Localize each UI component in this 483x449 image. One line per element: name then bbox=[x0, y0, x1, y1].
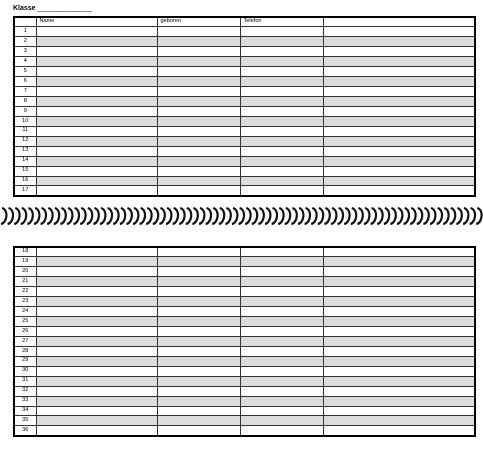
row-number: 33 bbox=[14, 396, 36, 406]
name-cell[interactable] bbox=[36, 57, 157, 67]
extra-cell[interactable] bbox=[323, 97, 475, 107]
name-cell[interactable] bbox=[36, 297, 157, 307]
geboren-cell[interactable] bbox=[157, 257, 240, 267]
table-row bbox=[14, 97, 475, 107]
extra-cell[interactable] bbox=[323, 376, 475, 386]
name-cell[interactable] bbox=[36, 97, 157, 107]
table-row bbox=[14, 57, 475, 67]
table-row bbox=[14, 176, 475, 186]
geboren-cell[interactable] bbox=[157, 126, 240, 136]
klasse-field bbox=[13, 5, 92, 13]
name-cell[interactable] bbox=[36, 426, 157, 436]
telefon-cell[interactable] bbox=[240, 356, 323, 366]
geboren-cell[interactable] bbox=[157, 136, 240, 146]
table-row bbox=[14, 287, 475, 297]
table-row bbox=[14, 376, 475, 386]
telefon-cell[interactable] bbox=[240, 57, 323, 67]
row-number: 29 bbox=[14, 356, 36, 366]
name-cell[interactable] bbox=[36, 156, 157, 166]
name-cell[interactable] bbox=[36, 356, 157, 366]
name-cell[interactable] bbox=[36, 116, 157, 126]
row-number: 7 bbox=[14, 87, 36, 97]
extra-cell[interactable] bbox=[323, 47, 475, 57]
table-row bbox=[14, 156, 475, 166]
geboren-cell[interactable] bbox=[157, 426, 240, 436]
geboren-cell[interactable] bbox=[157, 297, 240, 307]
telefon-cell[interactable] bbox=[240, 176, 323, 186]
table-row bbox=[14, 136, 475, 146]
extra-cell[interactable] bbox=[323, 346, 475, 356]
row-number: 12 bbox=[14, 136, 36, 146]
name-cell[interactable] bbox=[36, 376, 157, 386]
telefon-cell[interactable] bbox=[240, 136, 323, 146]
telefon-cell[interactable] bbox=[240, 126, 323, 136]
table-row bbox=[14, 366, 475, 376]
geboren-cell[interactable] bbox=[157, 146, 240, 156]
extra-cell[interactable] bbox=[323, 317, 475, 327]
row-number: 30 bbox=[14, 366, 36, 376]
row-number: 31 bbox=[14, 376, 36, 386]
column-header-geboren: geboren bbox=[157, 17, 240, 27]
name-cell[interactable] bbox=[36, 336, 157, 346]
table-row bbox=[14, 146, 475, 156]
table-row bbox=[14, 126, 475, 136]
telefon-cell[interactable] bbox=[240, 247, 323, 257]
telefon-cell[interactable] bbox=[240, 426, 323, 436]
table-row bbox=[14, 336, 475, 346]
extra-cell[interactable] bbox=[323, 426, 475, 436]
extra-cell[interactable] bbox=[323, 356, 475, 366]
geboren-cell[interactable] bbox=[157, 267, 240, 277]
extra-cell[interactable] bbox=[323, 336, 475, 346]
extra-cell[interactable] bbox=[323, 57, 475, 67]
telefon-cell[interactable] bbox=[240, 97, 323, 107]
row-number: 11 bbox=[14, 126, 36, 136]
table-row bbox=[14, 277, 475, 287]
telefon-cell[interactable] bbox=[240, 27, 323, 37]
telefon-cell[interactable] bbox=[240, 186, 323, 196]
row-number: 22 bbox=[14, 287, 36, 297]
geboren-cell[interactable] bbox=[157, 277, 240, 287]
name-cell[interactable] bbox=[36, 327, 157, 337]
geboren-cell[interactable] bbox=[157, 346, 240, 356]
extra-cell[interactable] bbox=[323, 37, 475, 47]
column-header-telefon: Telefon bbox=[240, 17, 323, 27]
geboren-cell[interactable] bbox=[157, 37, 240, 47]
klasse-label: Klasse bbox=[13, 5, 36, 12]
geboren-cell[interactable] bbox=[157, 287, 240, 297]
telefon-cell[interactable] bbox=[240, 37, 323, 47]
telefon-cell[interactable] bbox=[240, 376, 323, 386]
extra-cell[interactable] bbox=[323, 307, 475, 317]
table-row bbox=[14, 67, 475, 77]
telefon-cell[interactable] bbox=[240, 287, 323, 297]
telefon-cell[interactable] bbox=[240, 146, 323, 156]
telefon-cell[interactable] bbox=[240, 166, 323, 176]
geboren-cell[interactable] bbox=[157, 27, 240, 37]
name-cell[interactable] bbox=[36, 186, 157, 196]
telefon-cell[interactable] bbox=[240, 346, 323, 356]
geboren-cell[interactable] bbox=[157, 116, 240, 126]
row-number: 21 bbox=[14, 277, 36, 287]
geboren-cell[interactable] bbox=[157, 247, 240, 257]
name-cell[interactable] bbox=[36, 346, 157, 356]
extra-cell[interactable] bbox=[323, 146, 475, 156]
geboren-cell[interactable] bbox=[157, 106, 240, 116]
name-cell[interactable] bbox=[36, 47, 157, 57]
row-number: 34 bbox=[14, 406, 36, 416]
name-cell[interactable] bbox=[36, 386, 157, 396]
telefon-cell[interactable] bbox=[240, 277, 323, 287]
klasse-blank: ______________ bbox=[37, 5, 93, 12]
table-row bbox=[14, 116, 475, 126]
extra-cell[interactable] bbox=[323, 287, 475, 297]
column-header-number bbox=[14, 17, 36, 27]
row-number: 36 bbox=[14, 426, 36, 436]
telefon-cell[interactable] bbox=[240, 77, 323, 87]
row-number: 20 bbox=[14, 267, 36, 277]
extra-cell[interactable] bbox=[323, 136, 475, 146]
header-row bbox=[14, 17, 475, 27]
table-row bbox=[14, 37, 475, 47]
geboren-cell[interactable] bbox=[157, 376, 240, 386]
extra-cell[interactable] bbox=[323, 176, 475, 186]
table-row bbox=[14, 166, 475, 176]
name-cell[interactable] bbox=[36, 317, 157, 327]
row-number: 3 bbox=[14, 47, 36, 57]
telefon-cell[interactable] bbox=[240, 327, 323, 337]
extra-cell[interactable] bbox=[323, 327, 475, 337]
name-cell[interactable] bbox=[36, 27, 157, 37]
row-number: 23 bbox=[14, 297, 36, 307]
geboren-cell[interactable] bbox=[157, 176, 240, 186]
table-row bbox=[14, 406, 475, 416]
telefon-cell[interactable] bbox=[240, 406, 323, 416]
extra-cell[interactable] bbox=[323, 87, 475, 97]
extra-cell[interactable] bbox=[323, 106, 475, 116]
table-row bbox=[14, 106, 475, 116]
telefon-cell[interactable] bbox=[240, 317, 323, 327]
row-number: 27 bbox=[14, 336, 36, 346]
geboren-cell[interactable] bbox=[157, 317, 240, 327]
extra-cell[interactable] bbox=[323, 116, 475, 126]
row-number: 16 bbox=[14, 176, 36, 186]
row-number: 1 bbox=[14, 27, 36, 37]
table-row bbox=[14, 386, 475, 396]
extra-cell[interactable] bbox=[323, 247, 475, 257]
row-number: 17 bbox=[14, 186, 36, 196]
row-number: 5 bbox=[14, 67, 36, 77]
row-number: 9 bbox=[14, 106, 36, 116]
name-cell[interactable] bbox=[36, 247, 157, 257]
table-row bbox=[14, 186, 475, 196]
table-row bbox=[14, 317, 475, 327]
table-row bbox=[14, 346, 475, 356]
geboren-cell[interactable] bbox=[157, 77, 240, 87]
name-cell[interactable] bbox=[36, 126, 157, 136]
table-row bbox=[14, 396, 475, 406]
row-number: 6 bbox=[14, 77, 36, 87]
row-number: 8 bbox=[14, 97, 36, 107]
extra-cell[interactable] bbox=[323, 267, 475, 277]
geboren-cell[interactable] bbox=[157, 356, 240, 366]
name-cell[interactable] bbox=[36, 257, 157, 267]
table-row bbox=[14, 356, 475, 366]
row-number: 35 bbox=[14, 416, 36, 426]
name-cell[interactable] bbox=[36, 287, 157, 297]
extra-cell[interactable] bbox=[323, 166, 475, 176]
geboren-cell[interactable] bbox=[157, 47, 240, 57]
extra-cell[interactable] bbox=[323, 257, 475, 267]
row-number: 25 bbox=[14, 317, 36, 327]
telefon-cell[interactable] bbox=[240, 106, 323, 116]
extra-cell[interactable] bbox=[323, 156, 475, 166]
geboren-cell[interactable] bbox=[157, 386, 240, 396]
extra-cell[interactable] bbox=[323, 406, 475, 416]
spiral-binding-icon bbox=[0, 205, 483, 227]
geboren-cell[interactable] bbox=[157, 327, 240, 337]
name-cell[interactable] bbox=[36, 366, 157, 376]
telefon-cell[interactable] bbox=[240, 257, 323, 267]
roster-table-top bbox=[13, 16, 476, 197]
row-number: 2 bbox=[14, 37, 36, 47]
row-number: 19 bbox=[14, 257, 36, 267]
row-number: 26 bbox=[14, 327, 36, 337]
geboren-cell[interactable] bbox=[157, 366, 240, 376]
table-row bbox=[14, 247, 475, 257]
extra-cell[interactable] bbox=[323, 77, 475, 87]
table-row bbox=[14, 307, 475, 317]
telefon-cell[interactable] bbox=[240, 366, 323, 376]
table-row bbox=[14, 416, 475, 426]
telefon-cell[interactable] bbox=[240, 116, 323, 126]
table-row bbox=[14, 27, 475, 37]
row-number: 15 bbox=[14, 166, 36, 176]
name-cell[interactable] bbox=[36, 307, 157, 317]
name-cell[interactable] bbox=[36, 277, 157, 287]
row-number: 4 bbox=[14, 57, 36, 67]
geboren-cell[interactable] bbox=[157, 416, 240, 426]
name-cell[interactable] bbox=[36, 416, 157, 426]
telefon-cell[interactable] bbox=[240, 416, 323, 426]
name-cell[interactable] bbox=[36, 106, 157, 116]
geboren-cell[interactable] bbox=[157, 156, 240, 166]
telefon-cell[interactable] bbox=[240, 396, 323, 406]
extra-cell[interactable] bbox=[323, 126, 475, 136]
telefon-cell[interactable] bbox=[240, 267, 323, 277]
table-row bbox=[14, 87, 475, 97]
table-row bbox=[14, 267, 475, 277]
geboren-cell[interactable] bbox=[157, 97, 240, 107]
geboren-cell[interactable] bbox=[157, 336, 240, 346]
extra-cell[interactable] bbox=[323, 396, 475, 406]
geboren-cell[interactable] bbox=[157, 166, 240, 176]
extra-cell[interactable] bbox=[323, 67, 475, 77]
name-cell[interactable] bbox=[36, 87, 157, 97]
name-cell[interactable] bbox=[36, 77, 157, 87]
telefon-cell[interactable] bbox=[240, 47, 323, 57]
geboren-cell[interactable] bbox=[157, 307, 240, 317]
name-cell[interactable] bbox=[36, 176, 157, 186]
roster-table-bottom bbox=[13, 246, 476, 437]
row-number: 14 bbox=[14, 156, 36, 166]
name-cell[interactable] bbox=[36, 37, 157, 47]
name-cell[interactable] bbox=[36, 396, 157, 406]
extra-cell[interactable] bbox=[323, 416, 475, 426]
row-number: 32 bbox=[14, 386, 36, 396]
extra-cell[interactable] bbox=[323, 27, 475, 37]
extra-cell[interactable] bbox=[323, 366, 475, 376]
row-number: 13 bbox=[14, 146, 36, 156]
geboren-cell[interactable] bbox=[157, 186, 240, 196]
telefon-cell[interactable] bbox=[240, 386, 323, 396]
column-header-extra bbox=[323, 17, 475, 27]
extra-cell[interactable] bbox=[323, 186, 475, 196]
row-number: 28 bbox=[14, 346, 36, 356]
extra-cell[interactable] bbox=[323, 386, 475, 396]
telefon-cell[interactable] bbox=[240, 156, 323, 166]
table-row bbox=[14, 327, 475, 337]
name-cell[interactable] bbox=[36, 136, 157, 146]
table-row bbox=[14, 426, 475, 436]
name-cell[interactable] bbox=[36, 67, 157, 77]
table-row bbox=[14, 297, 475, 307]
table-row bbox=[14, 77, 475, 87]
geboren-cell[interactable] bbox=[157, 57, 240, 67]
telefon-cell[interactable] bbox=[240, 307, 323, 317]
extra-cell[interactable] bbox=[323, 277, 475, 287]
name-cell[interactable] bbox=[36, 146, 157, 156]
table-row bbox=[14, 257, 475, 267]
telefon-cell[interactable] bbox=[240, 336, 323, 346]
row-number: 24 bbox=[14, 307, 36, 317]
name-cell[interactable] bbox=[36, 166, 157, 176]
geboren-cell[interactable] bbox=[157, 406, 240, 416]
geboren-cell[interactable] bbox=[157, 396, 240, 406]
row-number: 10 bbox=[14, 116, 36, 126]
table-row bbox=[14, 47, 475, 57]
row-number: 18 bbox=[14, 247, 36, 257]
geboren-cell[interactable] bbox=[157, 87, 240, 97]
telefon-cell[interactable] bbox=[240, 87, 323, 97]
telefon-cell[interactable] bbox=[240, 67, 323, 77]
telefon-cell[interactable] bbox=[240, 297, 323, 307]
column-header-name: Name bbox=[36, 17, 157, 27]
name-cell[interactable] bbox=[36, 406, 157, 416]
geboren-cell[interactable] bbox=[157, 67, 240, 77]
name-cell[interactable] bbox=[36, 267, 157, 277]
extra-cell[interactable] bbox=[323, 297, 475, 307]
